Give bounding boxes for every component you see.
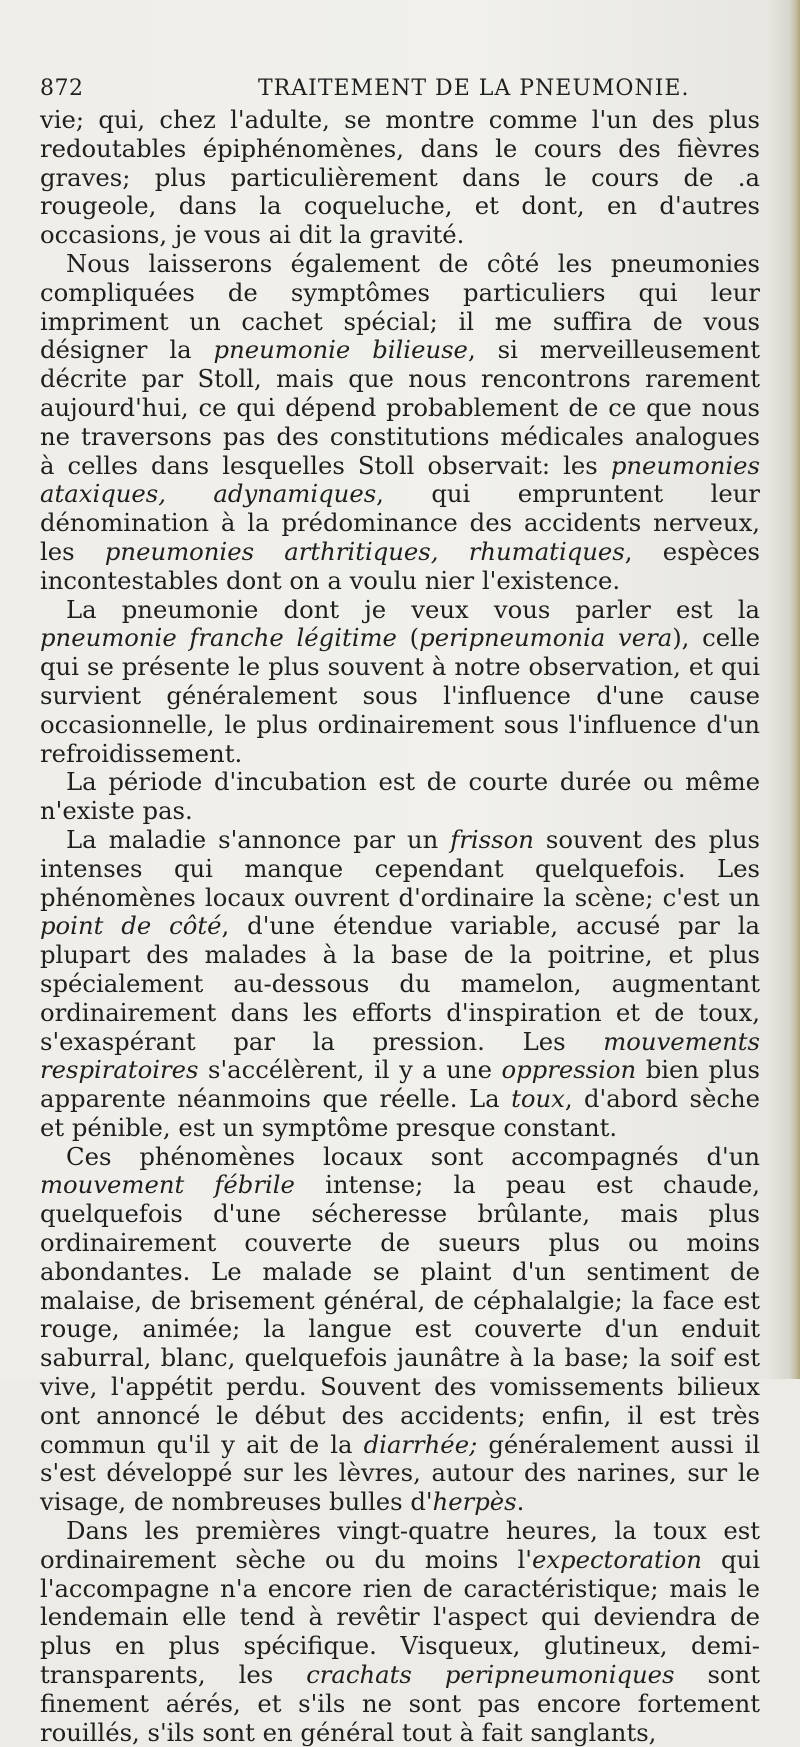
text-run: La pneumonie dont je veux vous parler est la [66,594,760,624]
italic-term: pneumonie franche légitime [40,623,397,653]
paragraph [40,250,760,596]
italic-term: frisson [450,824,534,854]
text-run: Ces phénomènes locaux sont accompagnés d'un [66,1141,760,1171]
italic-term: peripneumonia vera [419,623,673,653]
text-run: La période d'incubation est de courte durée ou même n'existe pas. [40,767,760,826]
italic-term: diarrhée; [363,1429,478,1459]
page-number: 872 [40,76,84,101]
text-run: qui l'accompagne n'a encore rien de caractéristique; mais le lendemain elle tend à revêtir l'aspect qui deviendra de plus en plus spécifique. Visqueux, glutineux, demi-transparents, les [40,1544,760,1690]
body-text [40,106,760,1747]
italic-term: mouvement fébrile [40,1170,295,1200]
italic-term: pneumonies ataxiques, adynamiques [40,450,760,509]
text-run: vie; qui, chez l'adulte, se montre comme l'un des plus redoutables épiphénomènes, dans le cours des fièvres graves; plus particulièrement dans le cours de .a rougeole, dans la coqueluche, et dont, en d'autres occasions, je vous ai dit la gravité. [40,105,760,250]
paragraph [40,106,760,250]
paragraph [40,1517,760,1747]
italic-term: herpès [432,1487,517,1517]
text-run: La maladie s'annonce par un [66,824,451,854]
italic-term: expectoration [531,1544,702,1574]
italic-term: pneumonie bilieuse [213,335,468,365]
text-run: , d'abord sèche et pénible, est un symptôme presque constant. [40,1084,760,1142]
italic-term: toux [511,1084,565,1114]
running-title: TRAITEMENT DE LA PNEUMONIE. [258,76,690,101]
italic-term: pneumonies arthritiques, rhumatiques [104,536,625,566]
text-run: souvent des plus intenses qui manque cependant quelquefois. Les phénomènes locaux ouvrent d'ordinaire la scène; c'est un [40,824,760,912]
page-edge [790,0,800,1379]
text-run: s'accélèrent, il y a une [198,1055,502,1085]
text-run: ( [396,623,420,653]
text-run: . [516,1487,525,1517]
italic-term: crachats peripneumoniques [306,1660,675,1690]
text-run: , si merveilleusement décrite par Stoll, mais que nous rencontrons rarement aujourd'hui, ce qui dépend probablement de ce que nous ne traversons pas des constitutions médicales analogues à celles dans lesquelles Stoll observait: les [40,335,760,480]
text-run: ), celle qui se présente le plus souvent à notre observation, et qui survient généralement sous l'influence d'une cause occasionnelle, le plus ordinairement sous l'influence d'un refroidissement. [40,623,761,768]
paragraph [40,768,760,826]
italic-term: point de côté [40,911,222,941]
paragraph [40,1143,760,1517]
text-run: bien plus apparente néanmoins que réelle. La [40,1055,760,1114]
text-run: , espèces incontestables dont on a voulu nier l'existence. [40,536,760,595]
text-run: sont finement aérés, et s'ils ne sont pas encore fortement rouillés, s'ils sont en général tout à fait sanglants, [40,1660,761,1747]
page-header [40,76,760,106]
paragraph [40,596,760,769]
text-run: intense; la peau est chaude, quelquefois d'une sécheresse brûlante, mais plus ordinairement couverte de sueurs plus ou moins abondantes. Le malade se plaint d'un sentiment de malaise, de brisement général, de céphalalgie; la face est rouge, animée; la langue est couverte d'un enduit saburral, blanc, quelquefois jaunâtre à la base; la soif est vive, l'appétit perdu. Souvent des vomissements bilieux ont annoncé le début des accidents; enfin, il est très commun qu'il y ait de la [40,1170,760,1459]
italic-term: mouvements respiratoires [40,1026,760,1085]
paragraph [40,826,760,1143]
italic-term: oppression [501,1055,637,1085]
text-run: Dans les premières vingt-quatre heures, la toux est ordinairement sèche ou du moins l' [40,1516,760,1574]
text-run: généralement aussi il s'est développé sur les lèvres, autour des narines, sur le visage, de nombreuses bulles d' [40,1429,761,1517]
text-run: , qui empruntent leur dénomination à la prédominance des accidents nerveux, les [40,479,760,566]
text-run: Nous laisserons également de côté les pneumonies compliquées de symptômes particuliers qui leur impriment un cachet spécial; il me suffira de vous désigner la [40,248,760,365]
text-run: , d'une étendue variable, accusé par la plupart des malades à la base de la poitrine, et plus spécialement au-dessous du mamelon, augmentant ordinairement dans les efforts d'inspiration et de toux, s'exaspérant par la pression. Les [40,911,761,1056]
